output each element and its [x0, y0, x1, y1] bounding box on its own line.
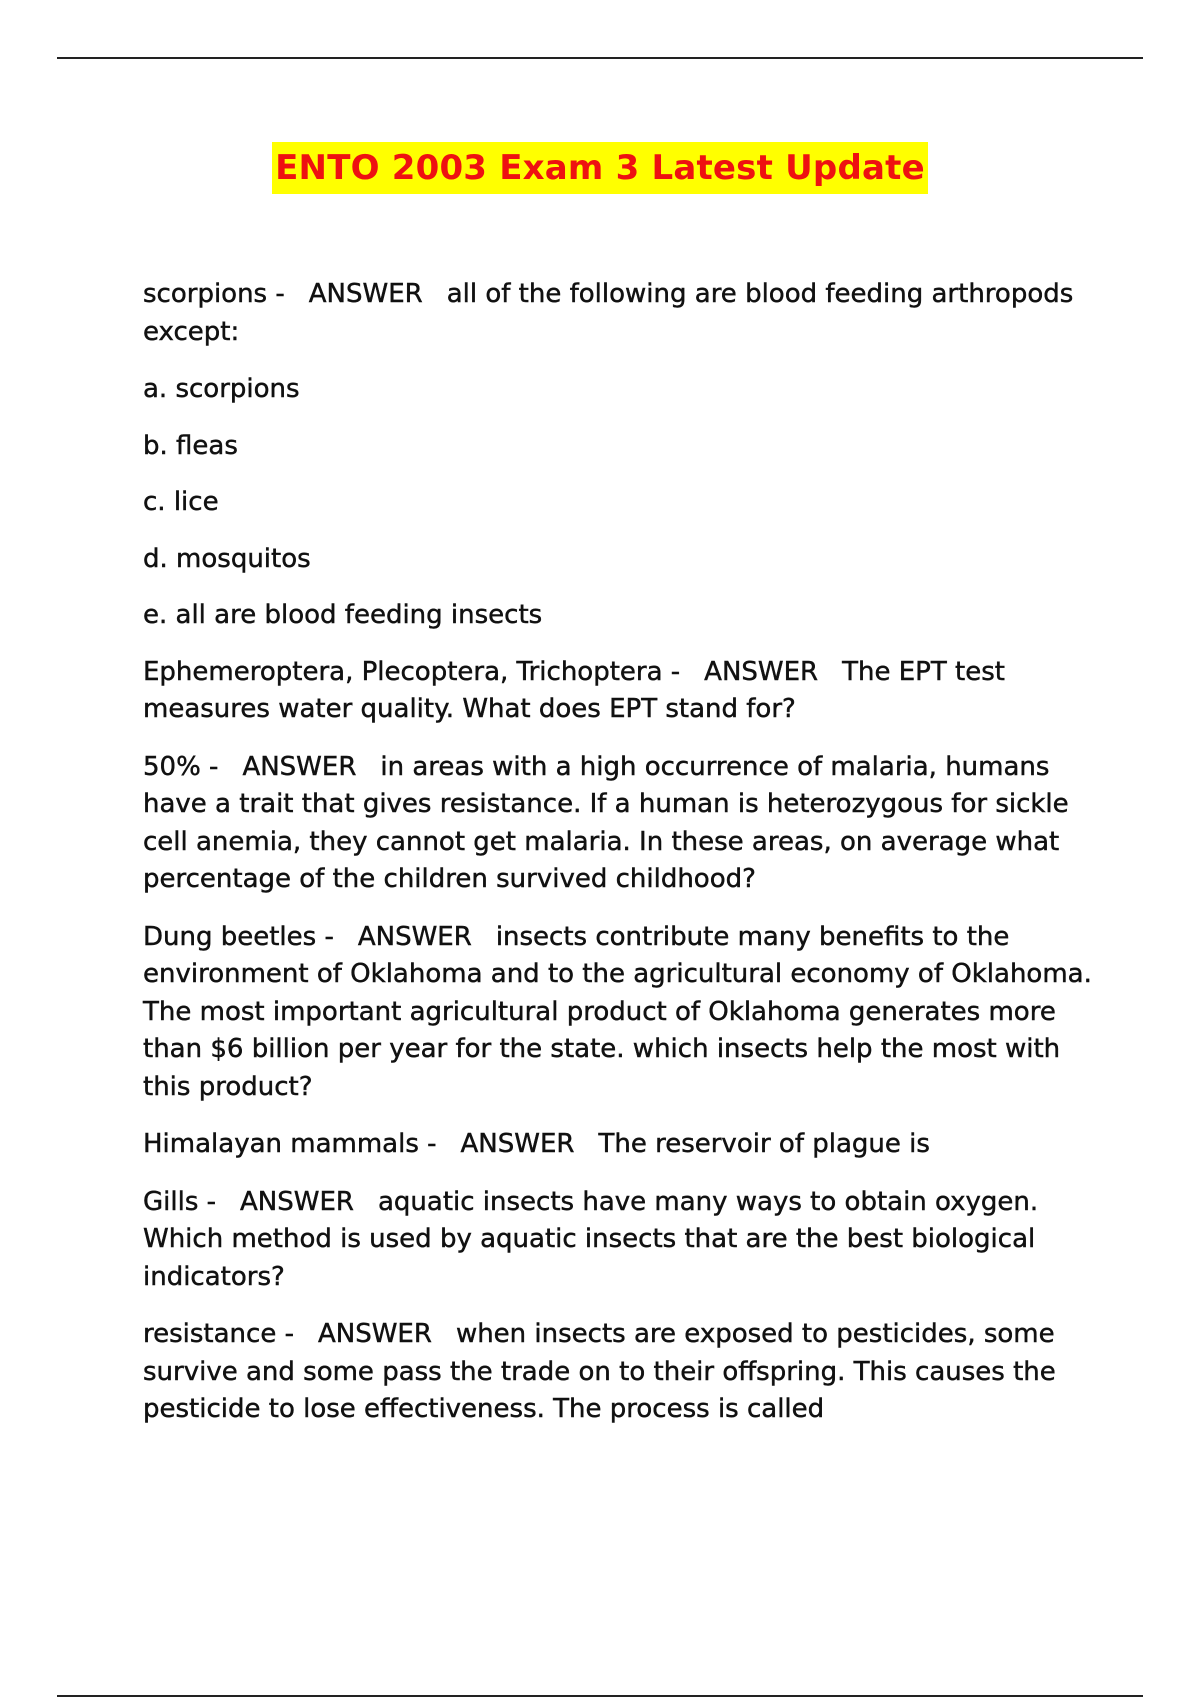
answer-text: Gills - [143, 1186, 217, 1217]
option-d: d. mosquitos [143, 543, 311, 574]
question-text: The EPT test measures water quality. What does EPT stand for? [143, 656, 1005, 724]
answer-label: ANSWER [357, 921, 472, 952]
answer-label: ANSWER [317, 1319, 432, 1349]
answer-text: resistance - [143, 1319, 294, 1349]
qa-item-2 [143, 654, 1093, 729]
option-e: e. all are blood feeding insects [143, 600, 543, 630]
answer-label: ANSWER [704, 656, 819, 687]
qa-item-4 [143, 919, 1093, 1107]
answer-text: 50% - [143, 751, 219, 782]
page-title: ENTO 2003 Exam 3 Latest Update [272, 142, 928, 194]
option-c: c. lice [143, 487, 219, 517]
answer-text: Dung beetles - [143, 921, 334, 952]
question-text: in areas with a high occurrence of malaria, humans have a trait that gives resistance. If a human is heterozygous for sickle cell anemia, they cannot get malaria. In these areas, on average what percentage of the children survived childhood? [143, 751, 1069, 894]
question-text: when insects are exposed to pesticides, some survive and some pass the trade on to their offspring. This causes the pesticide to lose effectiveness. The process is called [143, 1319, 1056, 1424]
option-a: a. scorpions [143, 374, 300, 404]
answer-text: Himalayan mammals - [143, 1129, 437, 1159]
question-text: aquatic insects have many ways to obtain oxygen. Which method is used by aquatic insects that are the best biological indicators? [143, 1186, 1039, 1292]
qa-item-1 [143, 276, 1093, 351]
qa-list [143, 276, 1093, 1449]
answer-label: ANSWER [240, 1186, 354, 1217]
answer-text: Ephemeroptera, Plecoptera, Trichoptera - [143, 656, 681, 687]
question-text: The reservoir of plague is [598, 1129, 930, 1159]
title-container [0, 142, 1200, 194]
answer-label: ANSWER [308, 279, 423, 309]
qa-item-7 [143, 1316, 1093, 1429]
question-text: all of the following are blood feeding arthropods except: [143, 279, 1074, 347]
answer-text: scorpions - [143, 279, 285, 309]
qa-item-5 [143, 1126, 1093, 1164]
qa-item-3 [143, 749, 1093, 899]
answer-label: ANSWER [460, 1129, 575, 1159]
option-b: b. fleas [143, 430, 238, 461]
qa-item-6 [143, 1184, 1093, 1297]
bottom-rule [57, 1695, 1143, 1697]
answer-label: ANSWER [242, 751, 357, 782]
question-text: insects contribute many benefits to the environment of Oklahoma and to the agricultural economy of Oklahoma. The most important agricultural product of Oklahoma generates more than $6 billion per year for the state. which insects help the most with this product? [143, 921, 1092, 1102]
top-rule [57, 57, 1143, 59]
